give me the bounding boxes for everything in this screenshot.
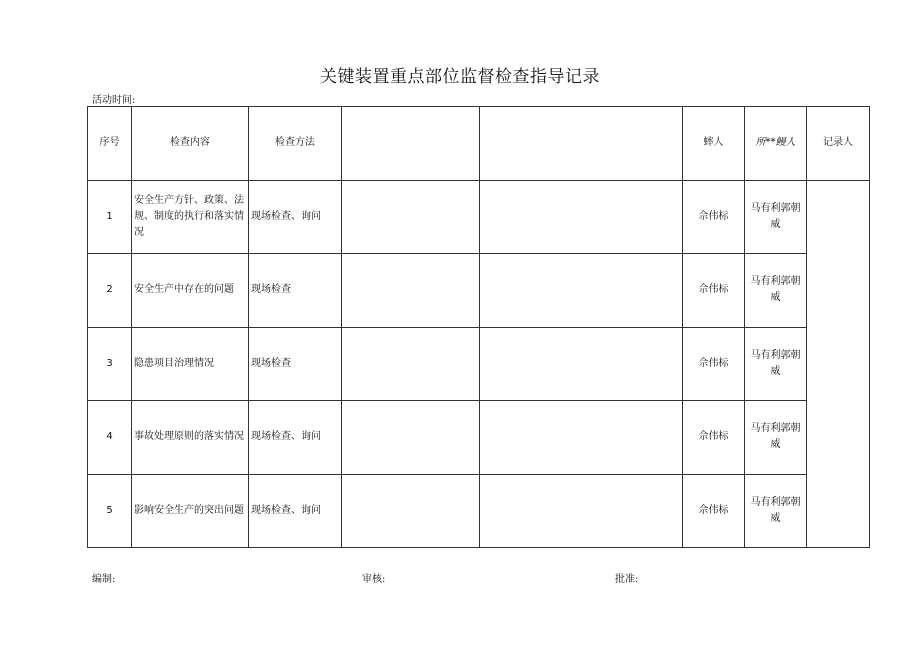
row-person: 佘伟标 [683,327,745,401]
row-seq: 2 [88,254,132,328]
row-place: 马有利郭朝威 [745,401,807,475]
inspection-table [87,106,870,548]
header-seq: 序号 [88,107,132,181]
row-content: 安全生产方针、政策、法规、制度的执行和落实情况 [132,180,249,254]
row-place: 马有利郭朝威 [745,327,807,401]
row-person: 佘伟标 [683,180,745,254]
footer-review-label: 审核: [362,574,386,585]
table-row [88,401,870,475]
row-method: 现场检查 [249,327,342,401]
header-place [745,107,807,181]
row-blank-1 [342,327,480,401]
header-recorder: 记录人 [807,107,870,181]
header-method: 检查方法 [249,107,342,181]
row-blank-1 [342,254,480,328]
row-content: 影响安全生产的突出问题 [132,474,249,548]
row-method: 现场检查、询问 [249,401,342,475]
row-method: 现场检查、询问 [249,180,342,254]
row-seq: 4 [88,401,132,475]
row-method: 现场检查、询问 [249,474,342,548]
header-person: 蟀人 [683,107,745,181]
row-blank-2 [480,474,683,548]
footer-approve-label: 批准: [615,574,639,585]
row-blank-2 [480,180,683,254]
table-row [88,474,870,548]
row-blank-1 [342,180,480,254]
header-blank-1 [342,107,480,181]
row-person: 佘伟标 [683,474,745,548]
header-place-text: 所**鳗人 [755,137,796,149]
header-blank-2 [480,107,683,181]
row-blank-2 [480,401,683,475]
table-row [88,327,870,401]
row-blank-2 [480,254,683,328]
row-blank-2 [480,327,683,401]
row-blank-1 [342,401,480,475]
row-place: 马有利郭朝威 [745,180,807,254]
row-content: 隐患项目治理情况 [132,327,249,401]
recorder-cell [807,180,870,548]
row-place: 马有利郭朝威 [745,254,807,328]
row-person: 佘伟标 [683,254,745,328]
row-place: 马有利郭朝威 [745,474,807,548]
row-seq: 1 [88,180,132,254]
row-seq: 3 [88,327,132,401]
row-content: 事故处理原则的落实情况 [132,401,249,475]
header-content: 检查内容 [132,107,249,181]
activity-time-label: 活动时间: [92,95,136,106]
table-row [88,254,870,328]
table-row [88,180,870,254]
row-content: 安全生产中存在的问题 [132,254,249,328]
row-blank-1 [342,474,480,548]
footer-compiled-label: 编制: [92,574,116,585]
table-header-row [88,107,870,181]
page-title: 关键装置重点部位监督检查指导记录 [320,67,600,87]
row-person: 佘伟标 [683,401,745,475]
row-seq: 5 [88,474,132,548]
row-method: 现场检查 [249,254,342,328]
